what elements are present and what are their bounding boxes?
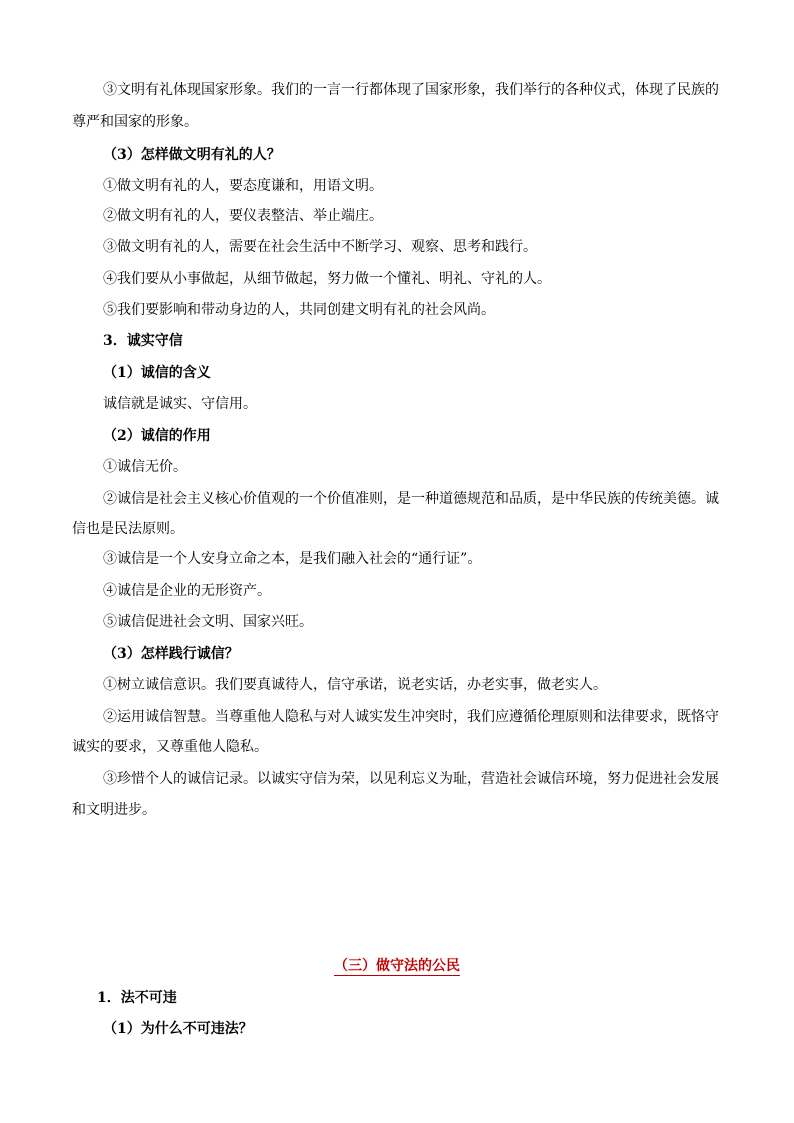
paragraph-line: 信也是民法原则。 (72, 521, 184, 537)
subheading: （3）怎样做文明有礼的人？ (103, 147, 281, 163)
subheading: （1）为什么不可违法？ (103, 1021, 253, 1037)
subheading: （2）诚信的作用 (103, 428, 211, 444)
section-heading: 1．法不可违 (97, 990, 177, 1006)
paragraph-line: ②诚信是社会主义核心价值观的一个价值准则，是一种道德规范和品质，是中华民族的传统美德。诚 (103, 491, 719, 507)
paragraph-line: 尊严和国家的形象。 (72, 114, 198, 130)
list-item: ⑤我们要影响和带动身边的人，共同创建文明有礼的社会风尚。 (103, 302, 495, 318)
list-item: ①树立诚信意识。我们要真诚待人，信守承诺，说老实话，办老实事，做老实人。 (103, 677, 607, 693)
paragraph-line: 和文明进步。 (72, 802, 156, 818)
paragraph-line: 诚信就是诚实、守信用。 (103, 396, 257, 412)
list-item: ①做文明有礼的人，要态度谦和，用语文明。 (103, 178, 383, 194)
subheading: （1）诚信的含义 (103, 365, 211, 381)
list-item: ③做文明有礼的人，需要在社会生活中不断学习、观察、思考和践行。 (103, 239, 537, 255)
list-item: ②做文明有礼的人，要仪表整洁、举止端庄。 (103, 208, 383, 224)
list-item: ⑤诚信促进社会文明、国家兴旺。 (103, 614, 313, 630)
paragraph-line: ③珍惜个人的诚信记录。以诚实守信为荣，以见利忘义为耻，营造社会诚信环境，努力促进社会发展 (103, 771, 719, 787)
paragraph-line: ②运用诚信智慧。当尊重他人隐私与对人诚实发生冲突时，我们应遵循伦理原则和法律要求，既恪守 (103, 709, 719, 725)
list-item: ①诚信无价。 (103, 459, 187, 475)
list-item: ④我们要从小事做起，从细节做起，努力做一个懂礼、明礼、守礼的人。 (103, 271, 551, 287)
paragraph-line: ③文明有礼体现国家形象。我们的一言一行都体现了国家形象，我们举行的各种仪式，体现了民族的 (103, 82, 719, 98)
list-item: ④诚信是企业的无形资产。 (103, 583, 271, 599)
subheading: （3）怎样践行诚信？ (103, 646, 239, 662)
section-heading: 3．诚实守信 (103, 333, 183, 349)
part-title (0, 956, 794, 976)
part-title-text: （三）做守法的公民 (334, 958, 460, 974)
list-item: ③诚信是一个人安身立命之本，是我们融入社会的“通行证”。 (103, 551, 482, 567)
paragraph-line: 诚实的要求，又尊重他人隐私。 (72, 739, 268, 755)
